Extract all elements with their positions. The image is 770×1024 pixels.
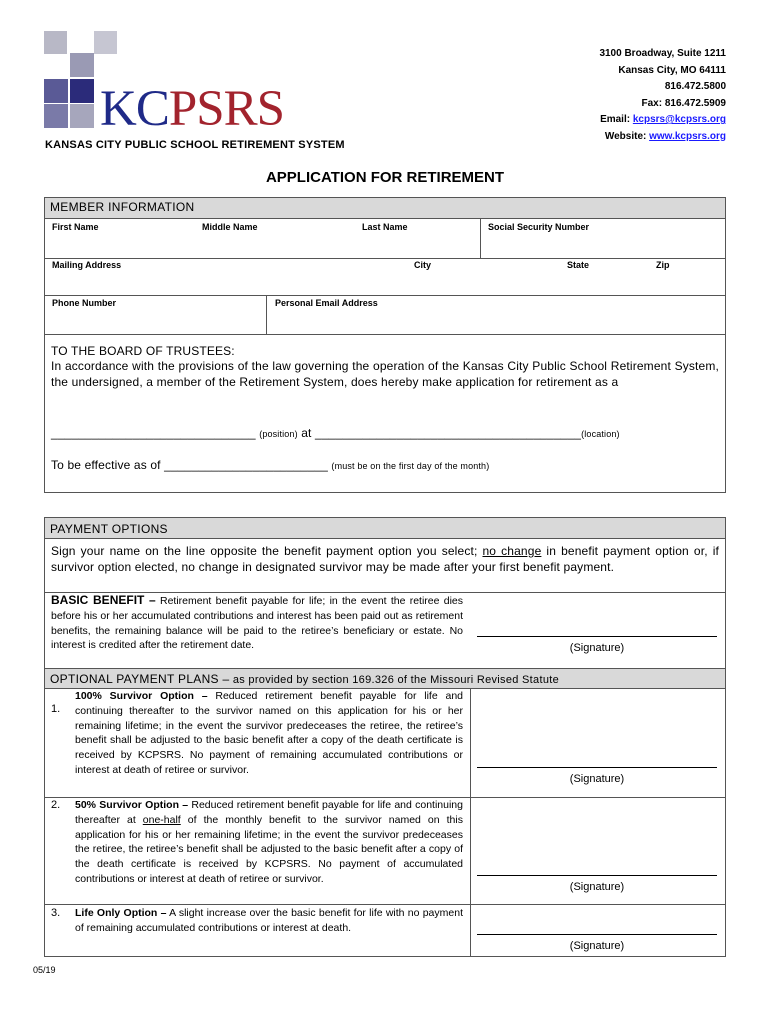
option-number: 2. [51,799,61,811]
optional-plans-heading: OPTIONAL PAYMENT PLANS – as provided by section 169.326 of the Missouri Revised Statute [45,668,725,689]
option-number: 3. [51,907,61,919]
org-name: KANSAS CITY PUBLIC SCHOOL RETIREMENT SYSTEM [45,139,345,151]
email-line: Email: kcpsrs@kcpsrs.org [600,114,726,125]
divider [44,904,726,905]
option-life-only-signature-line[interactable] [477,934,717,935]
location-input[interactable]: _______________________________________ [315,426,582,440]
website-line: Website: www.kcpsrs.org [604,130,726,142]
address-line1: 3100 Broadway, Suite 1211 [599,48,726,59]
member-info-heading: MEMBER INFORMATION [45,198,725,219]
option-50-signature-label: (Signature) [569,881,625,893]
basic-benefit-text: BASIC BENEFIT – Retirement benefit payable for life; in the event the retiree dies before his or her accumulated contributions and interest has been paid out as retirement benefits, the remaining balance will be paid to the retiree’s beneficiary or estate. No interest is credited after the retirement date. [51,593,463,652]
logo-square [94,31,117,54]
divider [44,295,726,296]
effective-line: To be effective as of ________________________ (must be on the first day of the month) [51,458,490,472]
city-field[interactable]: City [414,260,432,270]
state-field[interactable]: State [567,260,590,270]
option-50-survivor-text: 50% Survivor Option – Reduced retirement benefit payable for life and continuing thereafter at one-half of the monthly benefit to the survivor named on this application for his or her remaining lifetime; in the event the survivor predeceases the retiree, the retiree’s benefit shall be adjusted to the basic benefit after a copy of the death certificate is received by KCPSRS. No payment of accumulated contributions or interest at death of retiree or survivor. [75,799,463,885]
phone: 816.472.5800 [664,81,726,92]
option-100-signature-line[interactable] [477,767,717,768]
position-input[interactable]: ______________________________ [51,426,256,440]
option-number: 1. [51,703,61,715]
effective-date-input[interactable]: ________________________ [164,458,328,472]
last-name-field[interactable]: Last Name [362,222,408,232]
email-field[interactable]: Personal Email Address [275,298,378,308]
basic-signature-line[interactable] [477,636,717,637]
option-life-only-text: Life Only Option – A slight increase over the basic benefit for life with no payment of remaining accumulated contributions or interest at death. [75,907,463,934]
mailing-address-field[interactable]: Mailing Address [52,260,122,270]
email-link[interactable]: kcpsrs@kcpsrs.org [632,114,726,125]
position-line: ______________________________ (position) at _______________________________________(location) [51,426,620,440]
phone-field[interactable]: Phone Number [52,298,117,308]
fax: Fax: 816.472.5909 [641,97,726,109]
payment-intro: Sign your name on the line opposite the benefit payment option you select; no change in benefit payment option or, if survivor option elected, no change in designated survivor may be made after your first benefit payment. [51,544,719,574]
logo-square [44,31,67,54]
revision-date: 05/19 [33,965,56,975]
option-50-signature-line[interactable] [477,875,717,876]
logo-square [70,104,94,128]
logo-wordmark: KCPSRS [100,81,284,137]
first-name-field[interactable]: First Name [52,222,99,232]
board-body: In accordance with the provisions of the law governing the operation of the Kansas City Public School Retirement System, the undersigned, a member of the Retirement System, does hereby make application for retirement as a [51,359,719,389]
zip-field[interactable]: Zip [656,260,670,270]
logo-square [44,79,68,103]
divider [480,218,481,258]
contact-block [599,46,726,145]
ssn-field[interactable]: Social Security Number [488,222,590,232]
payment-options-heading: PAYMENT OPTIONS [45,518,725,539]
logo-square [70,79,94,103]
option-100-signature-label: (Signature) [569,773,625,785]
option-life-only-signature-label: (Signature) [569,940,625,952]
middle-name-field[interactable]: Middle Name [202,222,258,232]
address-line2: Kansas City, MO 64111 [618,64,726,76]
basic-signature-label: (Signature) [569,642,625,654]
divider [470,689,471,957]
board-heading: TO THE BOARD OF TRUSTEES: [51,344,235,358]
divider [44,334,726,335]
website-link[interactable]: www.kcpsrs.org [649,130,726,142]
option-100-survivor-text: 100% Survivor Option – Reduced retirement benefit payable for life and continuing thereafter to the survivor named on this application for his or her remaining lifetime; in the event the survivor predeceases the retiree, the retiree’s benefit shall be adjusted to the basic benefit after a copy of the death certificate is received by KCPSRS. No payment of remaining accumulated contributions or interest at death of retiree or survivor. [75,690,463,776]
form-title: APPLICATION FOR RETIREMENT [265,169,505,186]
logo-square [70,53,94,77]
logo-square [44,104,68,128]
divider [266,295,267,334]
divider [44,258,726,259]
